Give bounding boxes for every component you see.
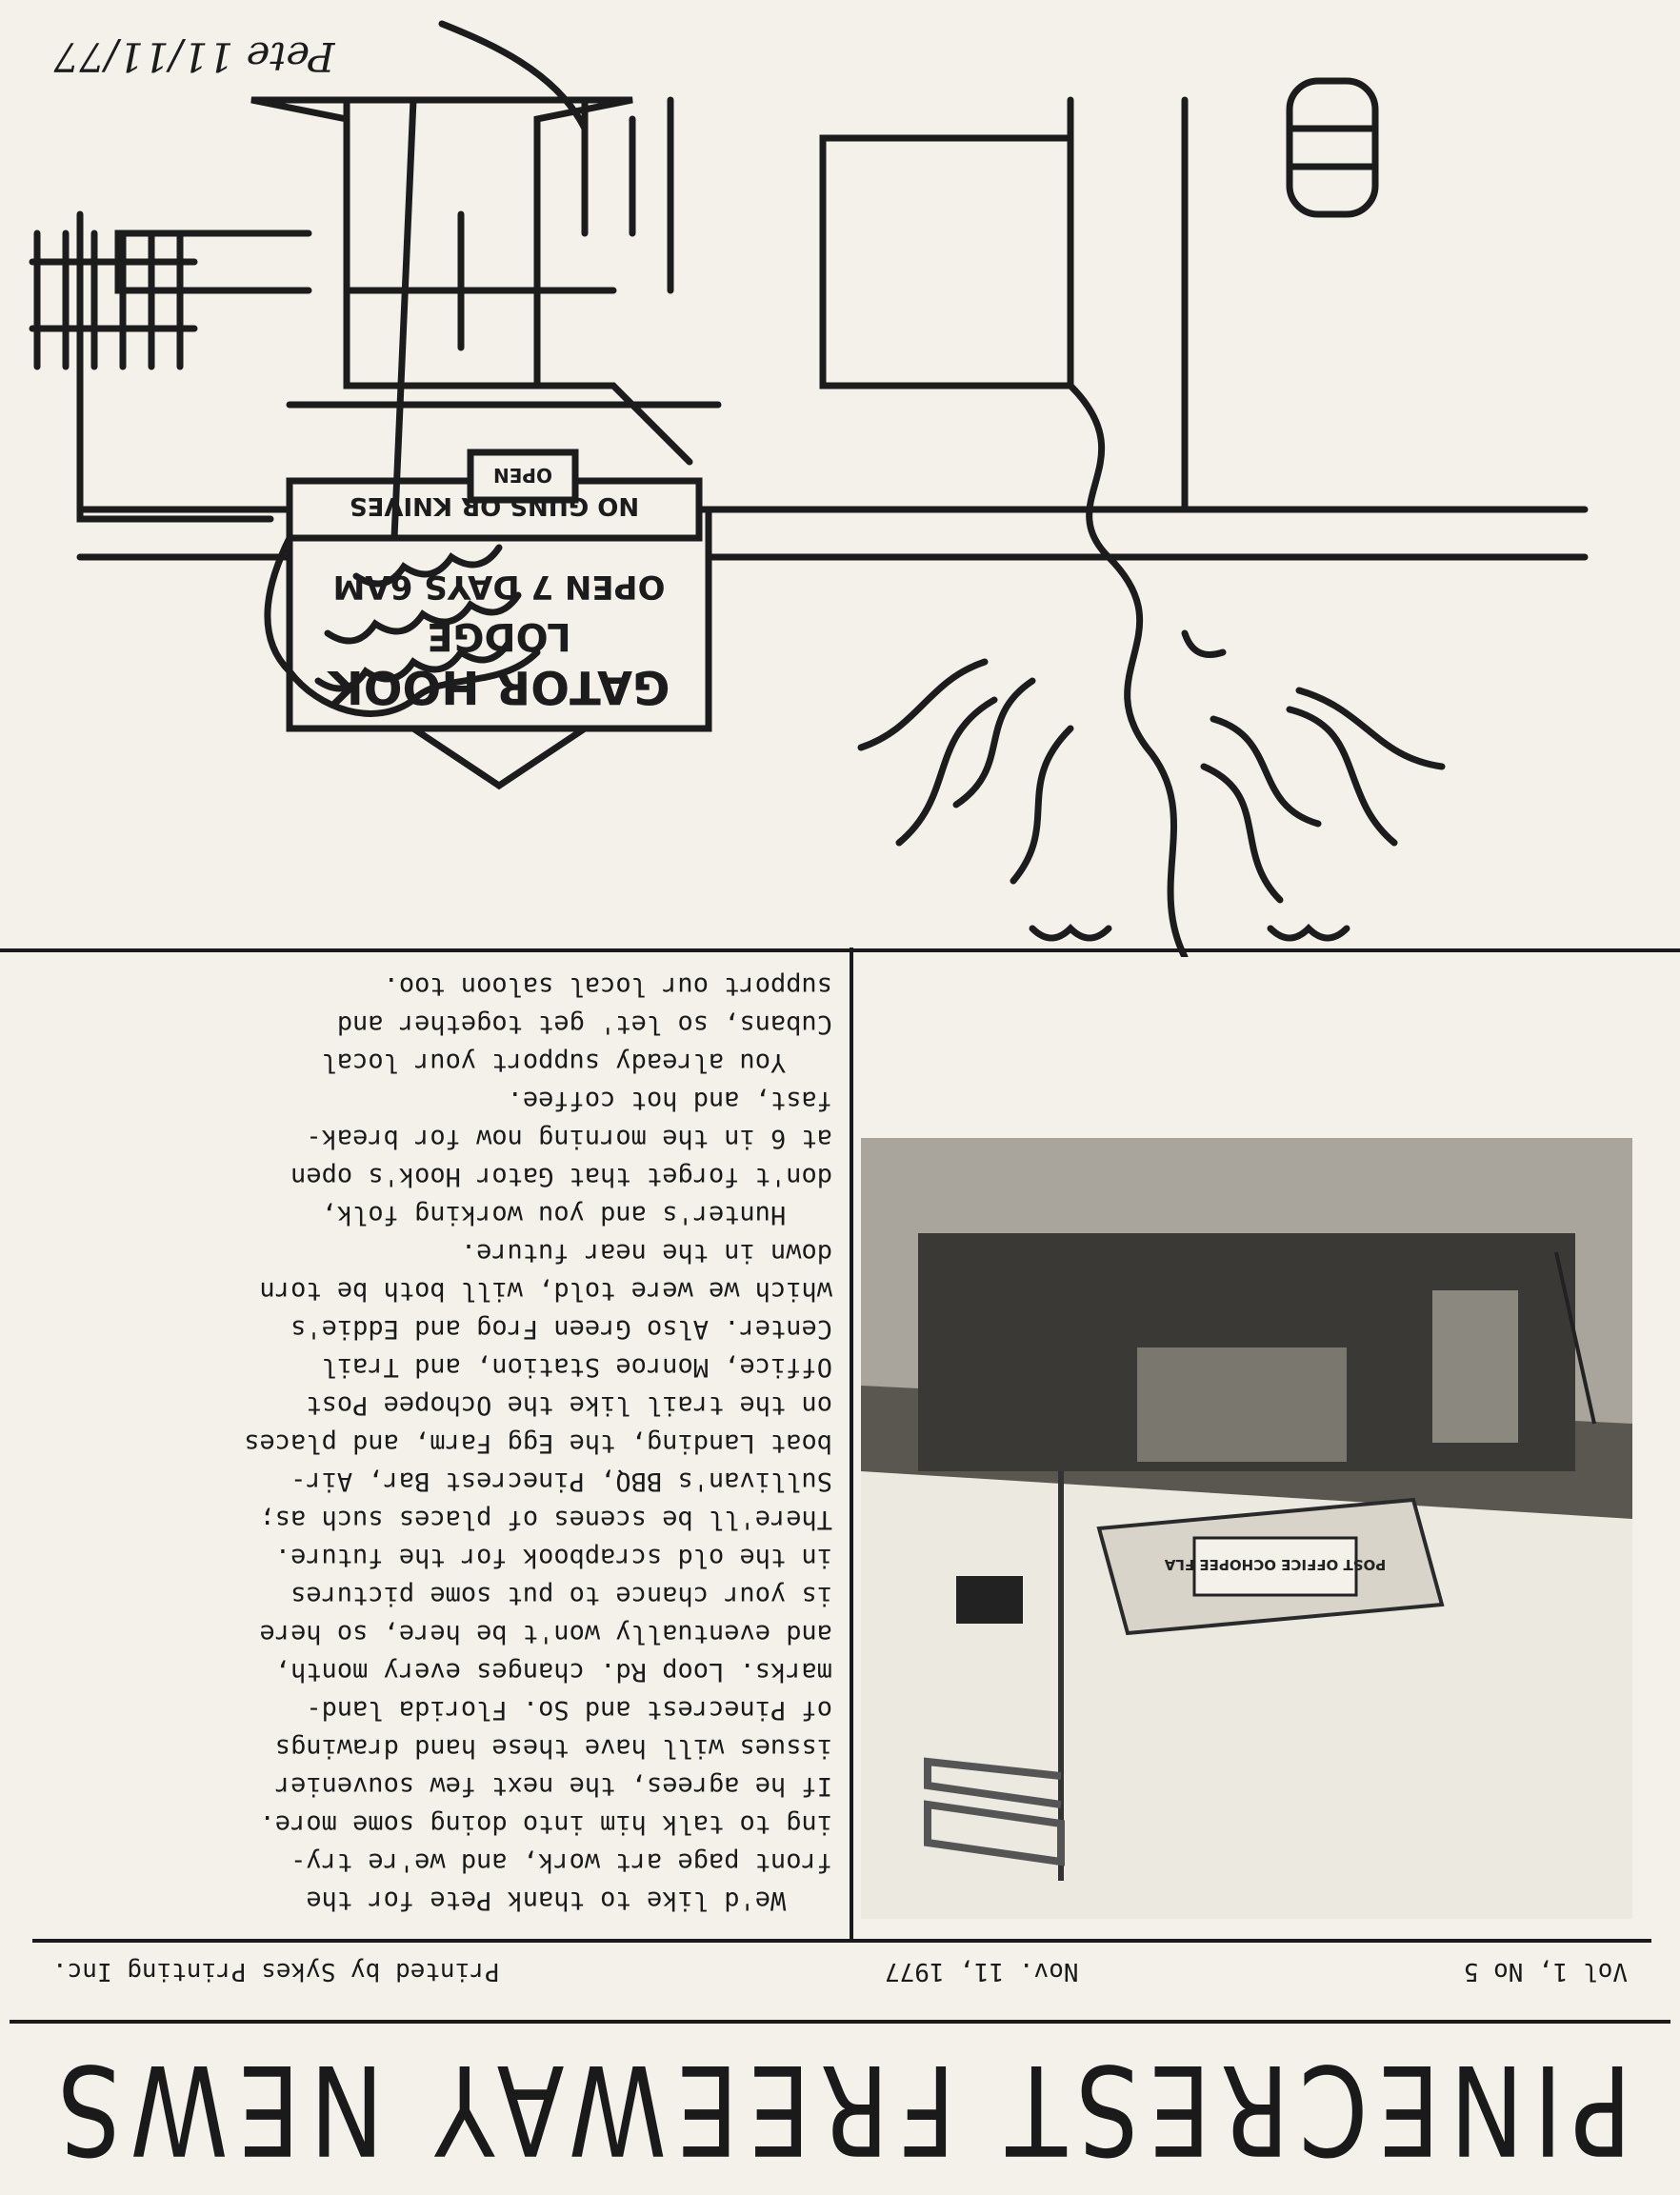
- lodge-sketch: [0, 0, 1680, 957]
- fence: [32, 233, 194, 367]
- lodge-sign-line-1: GATOR HOOK: [328, 660, 670, 713]
- post-office-photo: [861, 1138, 1632, 1919]
- article-paragraph-1: We'd like to thank Pete for the front page art work, and we're try- ing to talk him into doing some more. If he agrees, the next few souvenier issues will have these hand drawings of Pinecrest and So. Florida land- marks. Loop Rd. changes every month, and eventually won't be here, so here is your chance to put some pictures in the old scrapbook for the future. There'll be scenes of places such as; Sullivan's BBQ, Pinecrest Bar, Air- boat Landing, the Egg Farm, and places on the trail like the Ochopee Post Office, Monroe Station, and Trail Center. Also Green Frog and Eddie's which we were told, will both be torn down in the near future.: [244, 1238, 832, 1915]
- volume-number: Vol 1, No 5: [1463, 1957, 1628, 1985]
- article-text: [42, 967, 832, 1919]
- info-bar: [52, 1952, 1628, 1990]
- post-office-sign-text: POST OFFICE OCHOPEE FLA: [1164, 1556, 1387, 1573]
- masthead-title: PINECREST FREEWAY NEWS: [48, 2036, 1632, 2183]
- open-sign-text: OPEN: [492, 464, 553, 487]
- photo-drawing: [861, 1138, 1632, 1919]
- lodge-building: [80, 24, 1585, 557]
- issue-date: Nov. 11, 1977: [884, 1957, 1079, 1985]
- lodge-sign-line-3: OPEN 7 DAYS 6AM: [332, 568, 666, 606]
- water-tank: [1290, 81, 1375, 214]
- gator-hook-lodge-drawing: [0, 0, 1680, 957]
- tree-left: [861, 100, 1442, 957]
- info-rule: [32, 1939, 1651, 1943]
- masthead-rule: [10, 2020, 1670, 2024]
- lodge-sign-line-4: NO GUNS OR KNIVES: [349, 491, 640, 520]
- column-divider: [850, 948, 853, 1943]
- article-paragraph-2: Hunter's and you working folk, don't forget that Gator Hook's open at 6 in the morning now for break- fast, and hot coffee.: [290, 1086, 832, 1229]
- lodge-sign: [290, 452, 709, 786]
- lodge-sign-line-2: LODGE: [427, 614, 571, 658]
- article-paragraph-3: You already support your local Cubans, so let' get together and support our local saloon too.: [321, 971, 832, 1077]
- printer-credit: Printed by Sykes Printing Inc.: [52, 1957, 500, 1985]
- artist-signature: Pete 11/11/77: [53, 33, 335, 80]
